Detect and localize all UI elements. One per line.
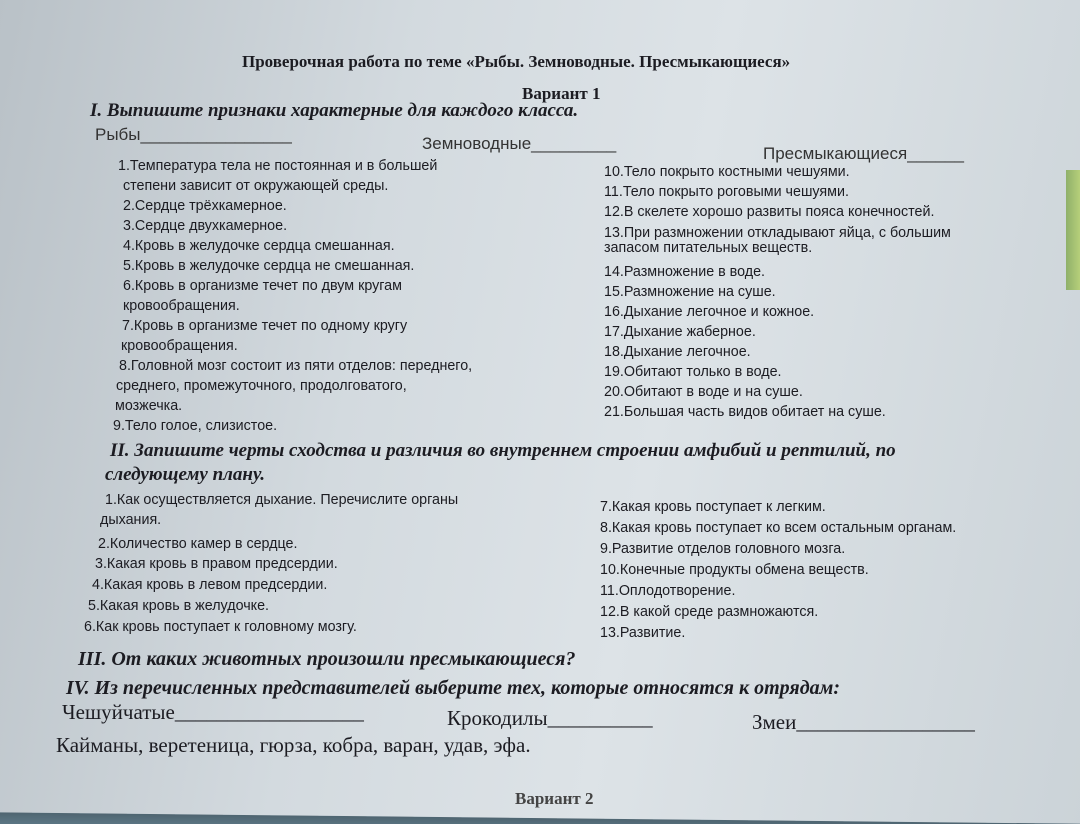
list-item: дыхания. xyxy=(100,512,162,528)
list-item: 19.Обитают только в воде. xyxy=(604,364,782,380)
page-title: Проверочная работа по теме «Рыбы. Земноводные. Пресмыкающиеся» xyxy=(242,52,791,71)
list-item: 2.Количество камер в сердце. xyxy=(98,536,298,552)
list-item: 16.Дыхание легочное и кожное. xyxy=(604,304,815,320)
list-item: 12.В скелете хорошо развиты пояса конечностей. xyxy=(604,204,935,220)
list-item: 11.Оплодотворение. xyxy=(600,583,736,599)
list-item: 5.Какая кровь в желудочке. xyxy=(88,598,270,614)
order-crocodiles: Крокодилы__________ xyxy=(447,706,653,730)
section-1-right-list xyxy=(604,162,951,422)
list-item: 4.Кровь в желудочке сердца смешанная. xyxy=(123,238,395,254)
section-2-heading: II. Запишите черты сходства и различия во внутреннем строении амфибий и рептилий, по xyxy=(110,440,896,461)
list-item: 17.Дыхание жаберное. xyxy=(604,324,756,340)
list-item: 14.Размножение в воде. xyxy=(604,264,766,280)
list-item: 7.Кровь в организме течет по одному кругу xyxy=(122,318,408,334)
list-item: степени зависит от окружающей среды. xyxy=(123,178,389,194)
list-item: 3.Сердце двухкамерное. xyxy=(123,218,288,234)
list-item: мозжечка. xyxy=(115,398,183,414)
list-item: кровообращения. xyxy=(123,298,240,314)
list-item: 9.Тело голое, слизистое. xyxy=(113,418,278,434)
list-item: 13.При размножении откладывают яйца, с большим xyxy=(604,225,951,241)
section-4-heading: IV. Из перечисленных представителей выберите тех, которые относятся к отрядам: xyxy=(66,677,840,699)
list-item: кровообращения. xyxy=(121,338,238,354)
list-item: 8.Головной мозг состоит из пяти отделов: переднего, xyxy=(119,358,473,374)
list-item: 21.Большая часть видов обитает на суше. xyxy=(604,404,886,420)
category-amphibians: Земноводные_________ xyxy=(422,134,617,153)
section-1-left-list xyxy=(113,156,473,436)
list-item: 8.Какая кровь поступает ко всем остальным органам. xyxy=(600,520,957,536)
list-item: 6.Как кровь поступает к головному мозгу. xyxy=(84,619,357,635)
list-item: 10.Конечные продукты обмена веществ. xyxy=(600,562,869,578)
section-2-right-list xyxy=(600,497,956,644)
list-item: 5.Кровь в желудочке сердца не смешанная. xyxy=(123,258,415,274)
background-object xyxy=(1066,170,1080,290)
list-item: 1.Температура тела не постоянная и в большей xyxy=(118,158,438,174)
section-2-heading-continued: следующему плану. xyxy=(105,464,265,485)
list-item: 2.Сердце трёхкамерное. xyxy=(123,198,287,214)
list-item: запасом питательных веществ. xyxy=(604,240,813,256)
variant-label: Вариант 1 xyxy=(522,84,601,103)
list-item: 6.Кровь в организме течет по двум кругам xyxy=(123,278,402,294)
list-item: 11.Тело покрыто роговыми чешуями. xyxy=(604,184,849,200)
list-item: 10.Тело покрыто костными чешуями. xyxy=(604,164,850,180)
animals-list: Кайманы, веретеница, гюрза, кобра, варан, удав, эфа. xyxy=(56,733,531,757)
section-3-heading: III. От каких животных произошли пресмыкающиеся? xyxy=(78,648,576,670)
list-item: 18.Дыхание легочное. xyxy=(604,344,751,360)
list-item: 20.Обитают в воде и на суше. xyxy=(604,384,803,400)
section-1-heading: I. Выпишите признаки характерные для каждого класса. xyxy=(90,100,579,121)
list-item: 3.Какая кровь в правом предсердии. xyxy=(95,556,338,572)
list-item: 7.Какая кровь поступает к легким. xyxy=(600,499,826,515)
list-item: среднего, промежуточного, продолговатого, xyxy=(116,378,407,394)
list-item: 9.Развитие отделов головного мозга. xyxy=(600,541,846,557)
order-squamata: Чешуйчатые__________________ xyxy=(62,700,364,724)
section-2-left-list xyxy=(84,490,459,635)
category-fish: Рыбы________________ xyxy=(95,125,292,144)
list-item: 12.В какой среде размножаются. xyxy=(600,604,819,620)
list-item: 1.Как осуществляется дыхание. Перечислите органы xyxy=(105,492,459,508)
next-variant-label: Вариант 2 xyxy=(515,789,594,808)
category-reptiles: Пресмыкающиеся______ xyxy=(763,144,964,163)
list-item: 15.Размножение на суше. xyxy=(604,284,776,300)
order-snakes: Змеи_________________ xyxy=(752,710,975,734)
list-item: 13.Развитие. xyxy=(600,625,686,641)
list-item: 4.Какая кровь в левом предсердии. xyxy=(92,577,328,593)
